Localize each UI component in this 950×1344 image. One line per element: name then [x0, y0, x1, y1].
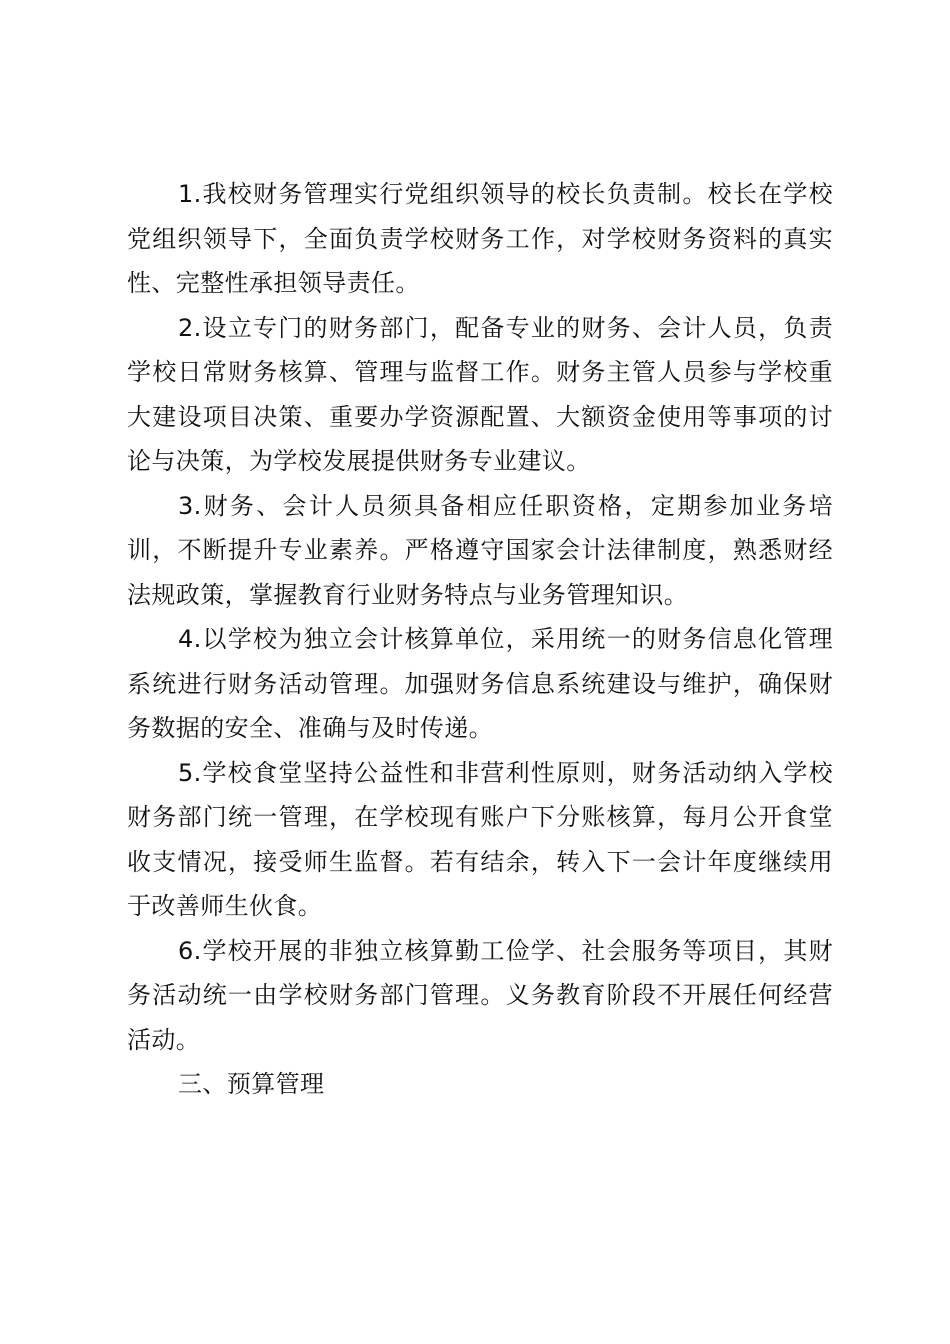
section-heading: 三、预算管理 — [178, 1070, 325, 1098]
paragraph-5: 5.学校食堂坚持公益性和非营利性原则，财务活动纳入学校财务部门统一管理，在学校现有账户下分账核算，每月公开食堂收支情况，接受师生监督。若有结余，转入下一会计年度继续用于改善师生伙食。 — [127, 758, 833, 920]
paragraph-4: 4.以学校为独立会计核算单位，采用统一的财务信息化管理系统进行财务活动管理。加强财务信息系统建设与维护，确保财务数据的安全、准确与及时传递。 — [127, 625, 833, 742]
document-body — [127, 172, 833, 1107]
paragraph-3: 3.财务、会计人员须具备相应任职资格，定期参加业务培训，不断提升专业素养。严格遵守国家会计法律制度，熟悉财经法规政策，掌握教育行业财务特点与业务管理知识。 — [127, 491, 833, 609]
paragraph-6: 6.学校开展的非独立核算勤工俭学、社会服务等项目，其财务活动统一由学校财务部门管理。义务教育阶段不开展任何经营活动。 — [127, 936, 833, 1054]
paragraph-2: 2.设立专门的财务部门，配备专业的财务、会计人员，负责学校日常财务核算、管理与监督工作。财务主管人员参与学校重大建设项目决策、重要办学资源配置、大额资金使用等事项的讨论与决策，为学校发展提供财务专业建议。 — [127, 313, 833, 475]
paragraph-1: 1.我校财务管理实行党组织领导的校长负责制。校长在学校党组织领导下，全面负责学校财务工作，对学校财务资料的真实性、完整性承担领导责任。 — [127, 180, 833, 297]
